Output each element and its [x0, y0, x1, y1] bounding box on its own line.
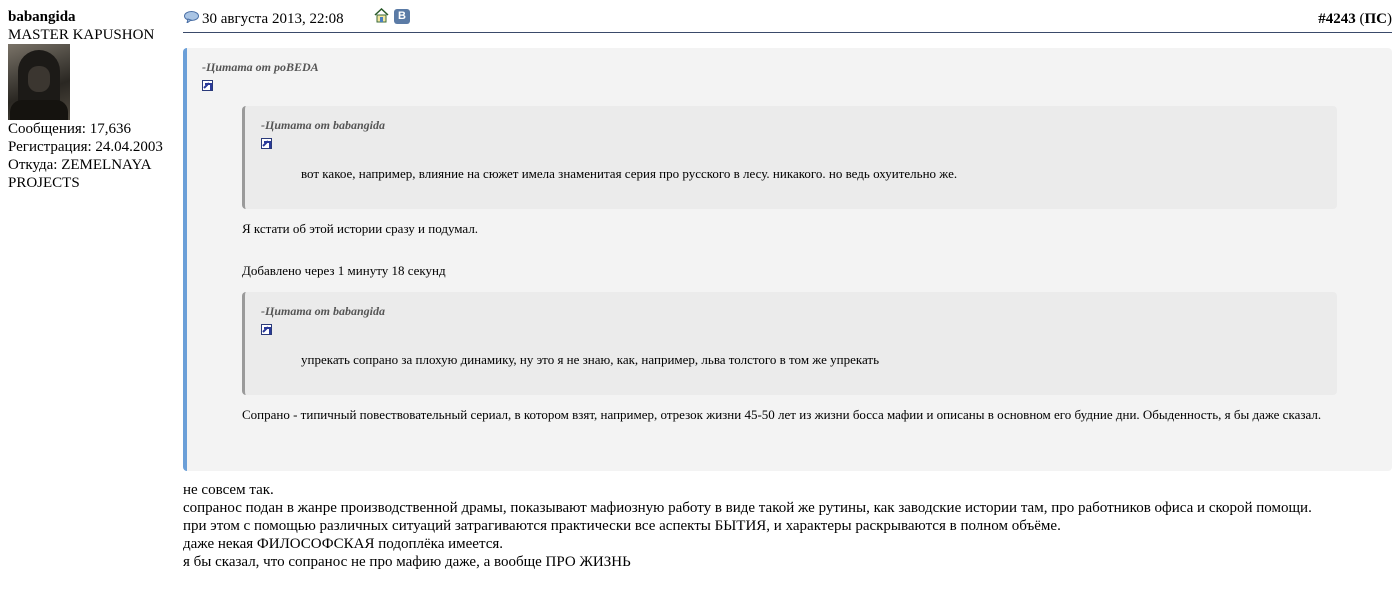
post-body-line: даже некая ФИЛОСОФСКАЯ подоплёка имеется.: [183, 536, 504, 552]
nested-quote-text: упрекать сопрано за плохую динамику, ну это я не знаю, как, например, льва толстого в том же упрекать: [301, 352, 880, 367]
post-body: [183, 481, 1312, 571]
avatar[interactable]: [8, 44, 70, 120]
post-header: [183, 8, 1392, 33]
home-icon[interactable]: [374, 8, 389, 23]
post-body-line: не совсем так.: [183, 482, 274, 498]
post-body-line: при этом с помощью различных ситуаций затрагиваются практически все аспекты БЫТИЯ, и характеры раскрываются в полном объёме.: [183, 518, 1061, 534]
quote-text: Я кстати об этой истории сразу и подумал.: [242, 221, 479, 236]
message-icon: [184, 11, 199, 23]
quote-text: Сопрано - типичный повествовательный сериал, в котором взят, например, отрезок жизни 45-50 лет из жизни босса мафии и описаны в основном его будние дни. Обыденность, я бы даже сказал.: [242, 407, 1322, 422]
nested-quote: [242, 106, 1337, 209]
ps-open-paren: (: [1359, 11, 1365, 27]
ps-link[interactable]: ПС: [1364, 11, 1387, 27]
user-title: MASTER KAPUSHON: [8, 27, 155, 43]
user-location-cont: PROJECTS: [8, 175, 80, 191]
ps-close-paren: ): [1387, 11, 1392, 27]
added-note: Добавлено через 1 минуту 18 секунд: [242, 263, 446, 278]
nested-quote-author: -Цитата от babangida: [261, 304, 386, 318]
post-number: [1318, 10, 1392, 28]
user-location: Откуда: ZEMELNAYA: [8, 157, 152, 173]
nested-quote-link-icon[interactable]: [261, 324, 272, 335]
vk-icon[interactable]: В: [394, 9, 410, 24]
nested-quote: [242, 292, 1337, 395]
quote-block: [183, 48, 1392, 471]
quote-author: -Цитата от poBEDA: [202, 60, 319, 74]
nested-quote-link-icon[interactable]: [261, 138, 272, 149]
user-registration: Регистрация: 24.04.2003: [8, 139, 163, 155]
quote-link-icon[interactable]: [202, 80, 213, 91]
post-date: 30 августа 2013, 22:08: [202, 11, 344, 27]
user-messages: Сообщения: 17,636: [8, 121, 131, 137]
post-body-line: я бы сказал, что сопранос не про мафию даже, а вообще ПРО ЖИЗНЬ: [183, 554, 631, 570]
nested-quote-author: -Цитата от babangida: [261, 118, 386, 132]
username-link[interactable]: babangida: [8, 9, 76, 25]
user-sidebar: [8, 8, 178, 192]
post-number-link[interactable]: #4243: [1318, 11, 1356, 27]
post-body-line: сопранос подан в жанре производственной драмы, показывают мафиозную работу в виде такой же рутины, как заводские истории там, про работников офиса и скорой помощи.: [183, 500, 1312, 516]
nested-quote-text: вот какое, например, влияние на сюжет имела знаменитая серия про русского в лесу. никакого. но ведь охуительно же.: [301, 166, 958, 181]
